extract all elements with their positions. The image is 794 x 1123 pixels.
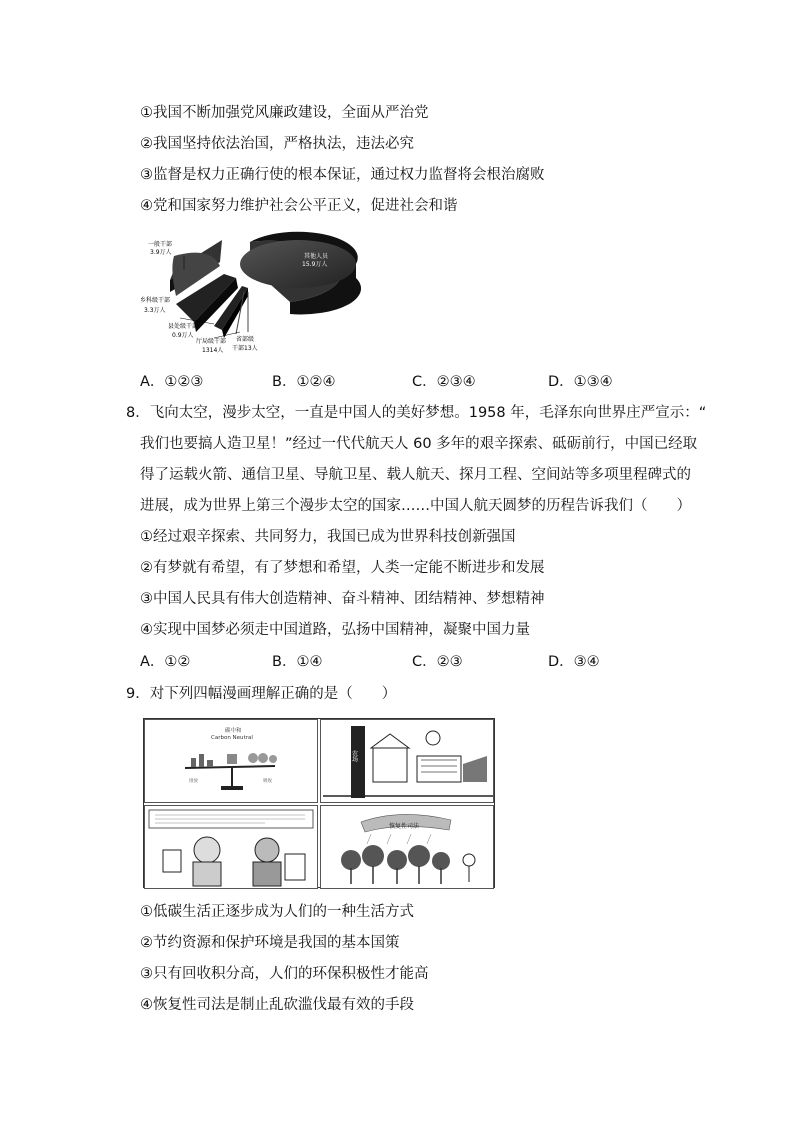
q9-statement-1: ①低碳生活正逐步成为人们的一种生活方式	[140, 904, 414, 920]
q9-statement-2: ②节约资源和保护环境是我国的基本国策	[140, 935, 400, 951]
comic-panel-farm	[320, 719, 494, 803]
comic-panel-restorative-justice	[320, 805, 494, 889]
solar-panel	[463, 756, 487, 782]
person-icon	[194, 837, 220, 863]
panel4-title: 恢复性司法	[389, 823, 420, 830]
q8-statement-1: ①经过艰辛探索、共同努力，我国已成为世界科技创新强国	[140, 529, 516, 545]
q8-stem-line-3: 得了运载火箭、通信卫星、导航卫星、载人航天、探月工程、空间站等多项里程碑式的	[140, 467, 691, 483]
q9-statement-3: ③只有回收积分高，人们的环保积极性才能高	[140, 966, 429, 982]
label-general: 一般干部	[148, 241, 173, 248]
q8-stem-line-4: 进展，成为世界上第三个漫步太空的国家……中国人航天圆梦的历程告诉我们（ ）	[140, 498, 691, 514]
q8-statement-2: ②有梦就有希望，有了梦想和希望，人类一定能不断进步和发展	[140, 560, 545, 576]
q8-option-c[interactable]: C．②③	[412, 654, 463, 670]
q8-option-a[interactable]: A．①②	[140, 654, 191, 670]
q8-statement-4: ④实现中国梦必须走中国道路，弘扬中国精神，凝聚中国力量	[140, 622, 530, 638]
panel1-title: 碳中和	[225, 728, 242, 734]
q7-option-c[interactable]: C．②③④	[412, 374, 476, 390]
label-general-value: 3.9万人	[150, 249, 172, 256]
label-others-value: 15.9万人	[302, 261, 328, 268]
q9-statement-4: ④恢复性司法是制止乱砍滥伐最有效的手段	[140, 997, 414, 1013]
q7-statement-3: ③监督是权力正确行使的根本保证，通过权力监督将会根治腐败	[140, 167, 545, 183]
q7-option-a[interactable]: A．①②③	[140, 374, 204, 390]
q9-comic-grid	[143, 718, 495, 888]
person-icon-2	[255, 838, 279, 862]
q7-statement-2: ②我国坚持依法治国，严格执法，违法必究	[140, 136, 414, 152]
panel1-right-label: 吸收	[263, 779, 272, 784]
scale-beam	[185, 766, 275, 768]
panel2-sign-text: 农场	[350, 750, 358, 762]
comic-panel-recycling	[144, 805, 318, 889]
q8-option-b[interactable]: B．①④	[272, 654, 323, 670]
sun-icon	[426, 731, 440, 745]
trees-icon	[341, 845, 450, 870]
comic-panel-carbon-neutral	[144, 719, 318, 803]
panel1-subtitle: Carbon Neutral	[211, 735, 253, 741]
q7-option-d[interactable]: D．①③④	[548, 374, 613, 390]
label-bureau-value: 1314人	[202, 347, 224, 354]
panel1-left-label: 排放	[189, 779, 198, 784]
q7-option-b[interactable]: B．①②④	[272, 374, 336, 390]
q8-stem-line-2: 我们也要搞人造卫星！”经过一代代航天人 60 多年的艰辛探索、砥砺前行，中国已经取	[140, 436, 698, 452]
q9-stem: 9．对下列四幅漫画理解正确的是（ ）	[126, 686, 397, 702]
label-bureau: 厅局级干部	[196, 338, 227, 345]
pie-slice-others	[240, 232, 361, 315]
label-county-value: 0.9万人	[172, 332, 194, 339]
label-ministerial-value: 干部13人	[232, 345, 258, 352]
factory-icon	[191, 754, 213, 767]
label-others: 其他人员	[304, 253, 329, 260]
q7-statement-1: ①我国不断加强党风廉政建设，全面从严治党	[140, 105, 429, 121]
q8-option-d[interactable]: D．③④	[548, 654, 600, 670]
q8-statement-3: ③中国人民具有伟大创造精神、奋斗精神、团结精神、梦想精神	[140, 591, 545, 607]
farm-sign	[351, 726, 365, 798]
q8-stem-line-1: 8．飞向太空，漫步太空，一直是中国人的美好梦想。1958 年，毛泽东向世界庄严宣示：“	[126, 405, 707, 421]
scale-pivot	[227, 754, 237, 764]
q7-pie-chart	[140, 226, 370, 360]
label-ministerial: 省部级	[236, 336, 255, 343]
worker-icon	[463, 854, 475, 866]
label-township-value: 3.3万人	[144, 307, 166, 314]
tree-icon	[248, 753, 277, 763]
q7-statement-4: ④党和国家努力维护社会公平正义，促进社会和谐	[140, 198, 458, 214]
label-township: 乡科级干部	[140, 297, 171, 304]
label-county: 县处级干部	[168, 323, 199, 330]
